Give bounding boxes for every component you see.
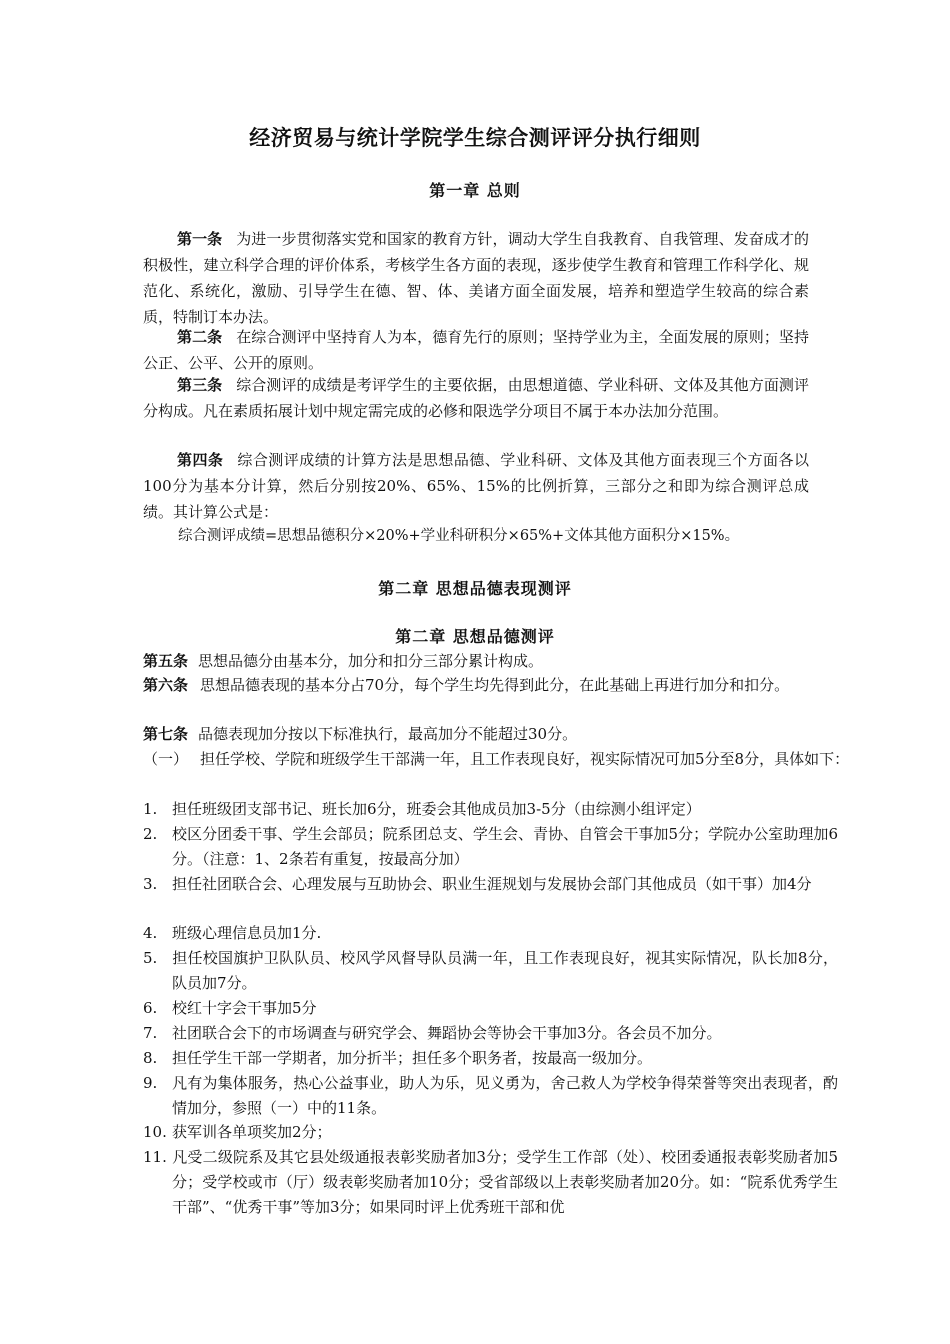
article-text: 综合测评成绩的计算方法是思想品德、学业科研、文体及其他方面表现三个方面各以100分为基本分计算，然后分别按20%、65%、15%的比例折算，三部分之和即为综合测评总成绩。其计算公式是： [143,451,809,521]
list-item-number: 4. [143,924,158,942]
list-item [143,1021,838,1046]
list-item-number: 7. [143,1024,158,1042]
list-item [143,921,838,946]
list-item-number: 9. [143,1074,158,1092]
list-item-text: 担任校国旗护卫队队员、校风学风督导队员满一年，且工作表现良好，视其实际情况，队长加8分，队员加7分。 [172,949,838,992]
article-label: 第三条 [177,376,223,394]
article-text: 为进一步贯彻落实党和国家的教育方针，调动大学生自我教育、自我管理、发奋成才的积极性，建立科学合理的评价体系，考核学生各方面的表现，逐步使学生教育和管理工作科学化、规范化、系统化，激励、引导学生在德、智、体、美诸方面全面发展，培养和塑造学生较高的综合素质，特制订本办法。 [143,230,809,326]
list-item-number: 2. [143,825,158,843]
list-item-number: 3. [143,875,158,893]
article-3 [143,372,809,424]
article-text: 品德表现加分按以下标准执行，最高加分不能超过30分。 [198,725,578,743]
list-item-number: 10. [143,1123,167,1141]
article-text: 在综合测评中坚持育人为本，德育先行的原则；坚持学业为主，全面发展的原则；坚持公正、公平、公开的原则。 [143,328,809,372]
article-label: 第六条 [143,676,189,694]
list-item [143,1071,838,1121]
article-6 [143,673,870,698]
article-2 [143,324,809,376]
list-item [143,996,838,1021]
list-item-text: 凡有为集体服务，热心公益事业，助人为乐，见义勇为，舍己救人为学校争得荣誉等突出表现者，酌情加分，参照（一）中的11条。 [172,1074,838,1117]
article-5 [143,649,870,674]
article-label: 第五条 [143,652,189,670]
list-item-number: 6. [143,999,158,1017]
list-item-text: 凡受二级院系及其它县处级通报表彰奖励者加3分；受学生工作部（处）、校团委通报表彰奖励者加5分；受学校或市（厅）级表彰奖励者加10分；受省部级以上表彰奖励者加20分。如：“院系优秀学生干部”、“优秀干事”等加3分；如果同时评上优秀班干部和优 [172,1148,838,1216]
list-item-text: 校区分团委干事、学生会部员；院系团总支、学生会、青协、自管会干事加5分；学院办公室助理加6分。（注意：1、2条若有重复，按最高分加） [172,825,838,868]
document-title: 经济贸易与统计学院学生综合测评评分执行细则 [249,125,701,150]
list-item-text: 担任学生干部一学期者，加分折半；担任多个职务者，按最高一级加分。 [172,1049,653,1067]
list-item-text: 校红十字会干事加5分 [172,999,317,1017]
list-item [143,1120,838,1145]
list-item-number: 8. [143,1049,158,1067]
article-7 [143,722,870,747]
article-text: 思想品德分由基本分，加分和扣分三部分累计构成。 [198,652,544,670]
article-label: 第一条 [177,230,223,248]
list-item-number: 1. [143,800,158,818]
subsection-1 [143,747,866,772]
list-item-text: 社团联合会下的市场调查与研究学会、舞蹈协会等协会干事加3分。各会员不加分。 [172,1024,722,1042]
list-item-number: 11. [143,1148,167,1166]
chapter-heading-2a: 第二章 思想品德表现测评 [378,579,572,598]
list-item [143,872,838,897]
chapter-heading-1: 第一章 总则 [429,181,521,200]
list-item-number: 5. [143,949,158,967]
list-item [143,822,838,872]
list-item-text: 担任社团联合会、心理发展与互助协会、职业生涯规划与发展协会部门其他成员（如干事）加4分 [172,875,812,893]
list-item [143,797,838,822]
list-item-text: 担任班级团支部书记、班长加6分，班委会其他成员加3-5分（由综测小组评定） [172,800,701,818]
list-item [143,946,838,996]
chapter-heading-2b: 第二章 思想品德测评 [395,627,555,646]
article-label: 第七条 [143,725,189,743]
list-item [143,1046,838,1071]
list-item-text: 获军训各单项奖加2分； [172,1123,332,1141]
subsection-text: 担任学校、学院和班级学生干部满一年，且工作表现良好，视实际情况可加5分至8分，具体如下： [200,750,850,768]
list-item-text: 班级心理信息员加1分. [172,924,322,942]
list-item [143,1145,838,1220]
subsection-number: （一） [143,750,189,768]
article-text: 思想品德表现的基本分占70分，每个学生均先得到此分，在此基础上再进行加分和扣分。 [200,676,790,694]
article-label: 第四条 [177,451,224,469]
article-4 [143,447,809,525]
article-label: 第二条 [177,328,223,346]
article-text: 综合测评的成绩是考评学生的主要依据，由思想道德、学业科研、文体及其他方面测评分构成。凡在素质拓展计划中规定需完成的必修和限选学分项目不属于本办法加分范围。 [143,376,809,420]
formula: 综合测评成绩=思想品德积分×20%+学业科研积分×65%+文体其他方面积分×15%。 [178,528,740,544]
article-1 [143,226,809,330]
